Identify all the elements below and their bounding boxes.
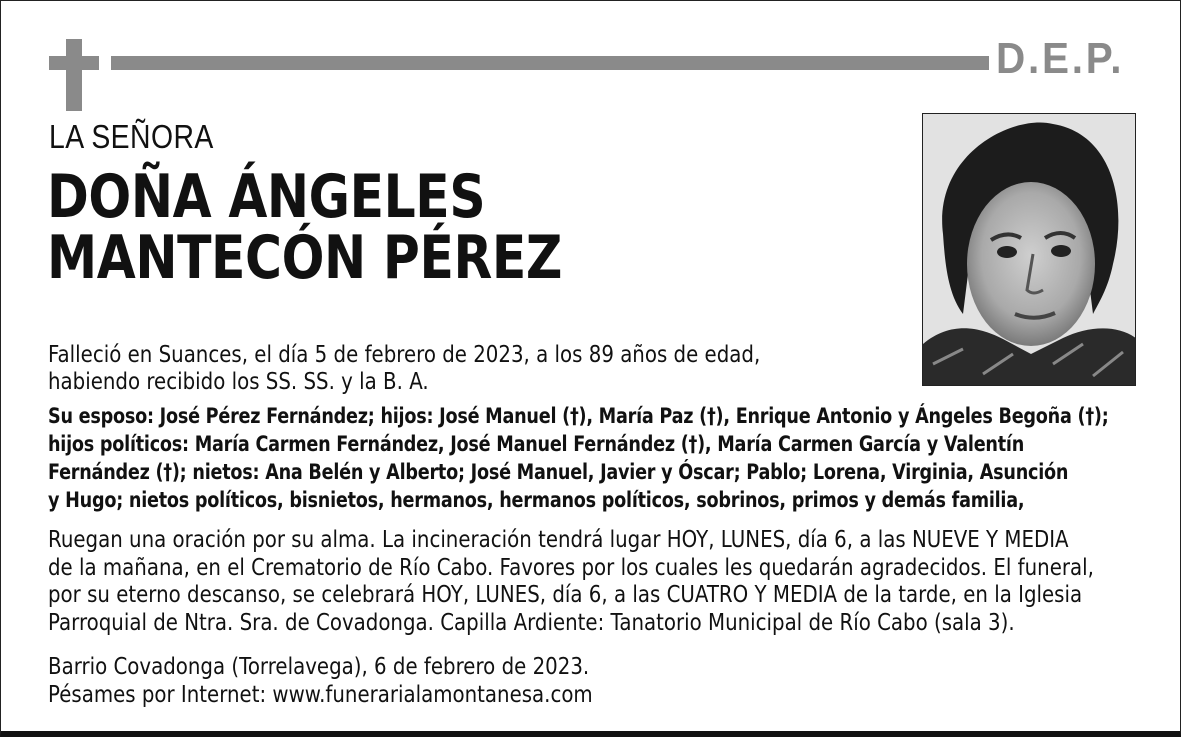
intro-line: Falleció en Suances, el día 5 de febrero de 2023, a los 89 años de edad, <box>48 342 761 368</box>
family-line: hijos políticos: María Carmen Fernández, José Manuel Fernández (†), María Carmen García y Valentín <box>48 432 1025 457</box>
body-line: Parroquial de Ntra. Sra. de Covadonga. Capilla Ardiente: Tanatorio Municipal de Río Cabo (sala 3). <box>48 609 1015 636</box>
body-line: de la mañana, en el Crematorio de Río Cabo. Favores por los cuales les quedarán agradecidos. El funeral, <box>48 554 1094 581</box>
place-date: Barrio Covadonga (Torrelavega), 6 de febrero de 2023. <box>48 654 590 680</box>
death-details <box>48 342 760 396</box>
header-rule <box>111 56 989 70</box>
family-line: Su esposo: José Pérez Fernández; hijos: José Manuel (†), María Paz (†), Enrique Antonio y Ángeles Begoña (†); <box>48 404 1109 429</box>
portrait-photo <box>922 113 1136 386</box>
family-line: Fernández (†); nietos: Ana Belén y Alberto; José Manuel, Javier y Óscar; Pablo; Lorena, Virginia, Asunción <box>48 460 1069 485</box>
honorific-prefix: LA SEÑORA <box>49 118 214 155</box>
body-line: Ruegan una oración por su alma. La incineración tendrá lugar HOY, LUNES, día 6, a las NUEVE Y MEDIA <box>48 527 1069 553</box>
family-line: y Hugo; nietos políticos, bisnietos, hermanos, hermanos políticos, sobrinos, primos y demás familia, <box>48 488 1025 513</box>
name-line: MANTECÓN PÉREZ <box>47 223 562 293</box>
name-line: DOÑA ÁNGELES <box>47 162 486 232</box>
intro-line: habiendo recibido los SS. SS. y la B. A. <box>48 369 429 395</box>
footer <box>48 653 593 709</box>
service-details <box>48 527 1094 637</box>
family-list <box>48 403 1109 515</box>
body-line: por su eterno descanso, se celebrará HOY, LUNES, día 6, a las CUATRO Y MEDIA de la tarde, en la Iglesia <box>48 582 1083 608</box>
condolences-web: Pésames por Internet: www.funerarialamontanesa.com <box>48 682 593 708</box>
dep-label: D.E.P. <box>996 34 1125 83</box>
deceased-name <box>47 162 562 293</box>
cross-icon <box>49 39 99 111</box>
